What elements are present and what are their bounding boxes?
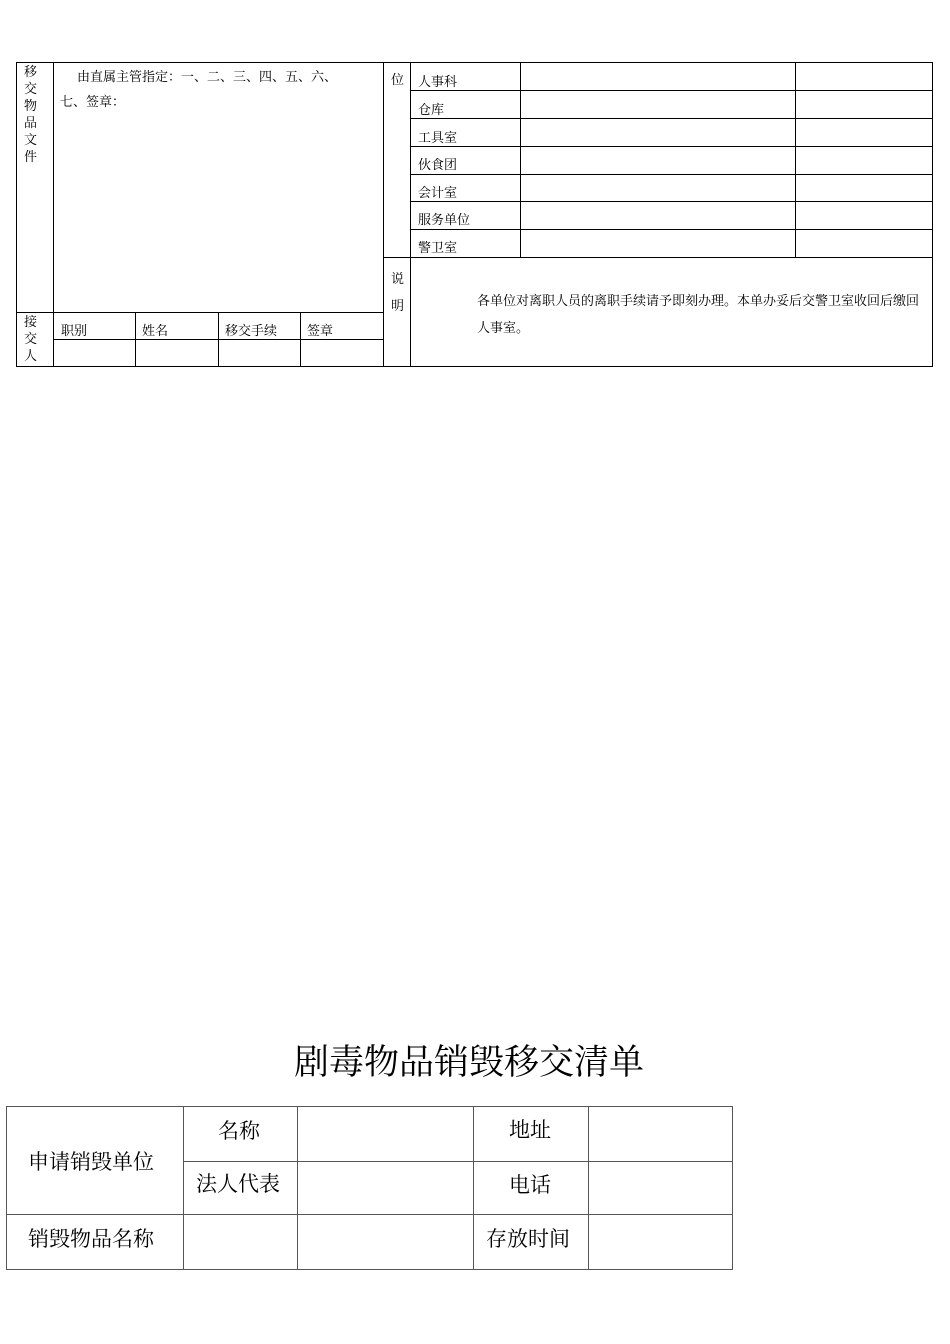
receiver-header-name: 姓名 xyxy=(142,324,169,339)
table-line xyxy=(300,312,301,367)
department-warehouse: 仓库 xyxy=(418,103,445,118)
table-line xyxy=(410,146,933,147)
table-line xyxy=(183,1161,733,1162)
legal-representative-label: 法人代表 xyxy=(196,1172,280,1196)
table-line xyxy=(297,1107,298,1270)
phone-label: 电话 xyxy=(509,1173,551,1197)
name-label: 名称 xyxy=(218,1119,260,1143)
note-text: 各单位对离职人员的离职手续请予即刻办理。本单办妥后交警卫室收回后缴回人事室。 xyxy=(477,294,920,336)
table-line xyxy=(135,312,136,367)
department-service-unit: 服务单位 xyxy=(418,213,471,228)
address-label: 地址 xyxy=(509,1118,551,1142)
storage-time-label: 存放时间 xyxy=(486,1227,570,1251)
table-line xyxy=(53,62,54,367)
department-canteen: 伙食团 xyxy=(418,158,458,173)
receiver-header-signature: 签章 xyxy=(307,324,334,339)
table-line xyxy=(410,90,933,91)
handover-items-side-label: 移交物品文件 xyxy=(24,65,38,165)
applicant-unit-label: 申请销毁单位 xyxy=(28,1150,154,1174)
table-line xyxy=(16,312,384,313)
unit-label: 位 xyxy=(391,73,405,88)
table-line xyxy=(383,62,384,367)
department-tool-room: 工具室 xyxy=(418,131,458,146)
item-name-label: 销毁物品名称 xyxy=(28,1227,154,1251)
department-guard-room: 警卫室 xyxy=(418,241,458,256)
table-line xyxy=(16,62,17,367)
table-line xyxy=(218,312,219,367)
table-line xyxy=(473,1107,474,1270)
table-line xyxy=(7,1214,733,1215)
department-accounting: 会计室 xyxy=(418,186,458,201)
receiver-header-title: 职别 xyxy=(61,324,88,339)
table-line xyxy=(932,62,933,367)
table-line xyxy=(410,201,933,202)
department-personnel: 人事科 xyxy=(418,75,458,90)
table-line xyxy=(588,1107,589,1270)
table-line xyxy=(383,257,933,258)
table-line xyxy=(410,118,933,119)
table-line xyxy=(183,1107,184,1270)
receiver-header-procedure: 移交手续 xyxy=(225,324,278,339)
supervisor-note-line-2: 七、签章： xyxy=(60,95,126,110)
table-line xyxy=(16,366,933,367)
note-label: 说明 xyxy=(391,272,405,314)
table-line xyxy=(410,229,933,230)
page-title: 剧毒物品销毁移交清单 xyxy=(294,1043,645,1083)
receiver-side-label: 接交人 xyxy=(24,315,38,364)
table-line xyxy=(410,174,933,175)
supervisor-note-line-1: 由直属主管指定：一、二、三、四、五、六、 xyxy=(77,70,338,85)
table-line xyxy=(410,62,411,367)
